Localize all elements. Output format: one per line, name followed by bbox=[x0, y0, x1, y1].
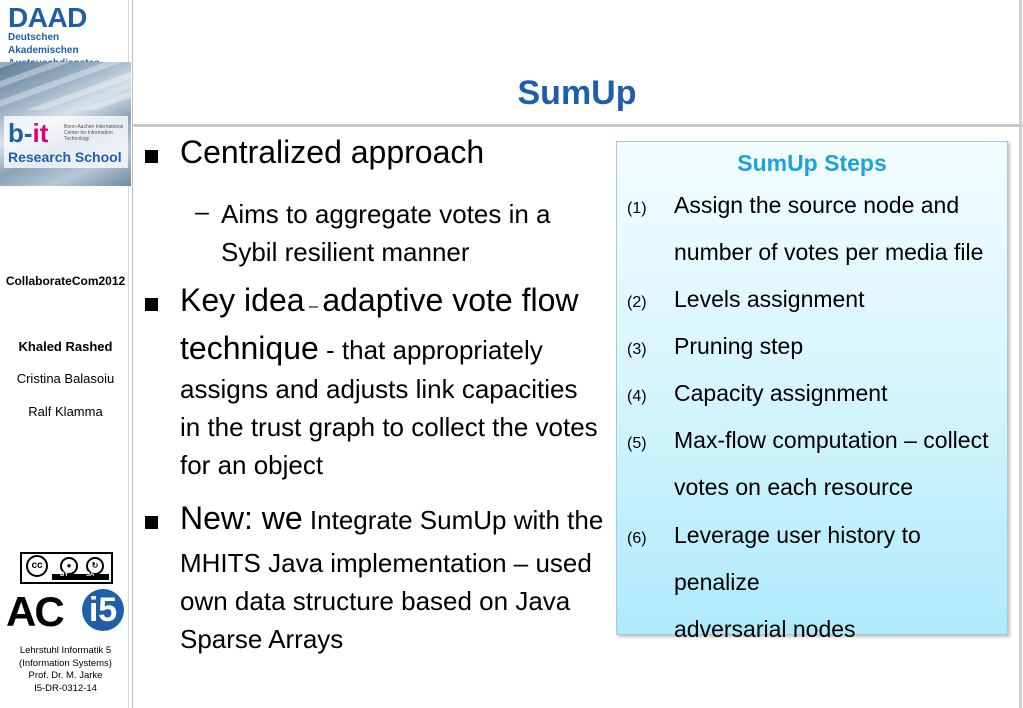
cc-by-label: BY bbox=[60, 572, 69, 578]
sub-bullet-dash-icon: – bbox=[195, 198, 209, 226]
cc-sa-icon: ↻ bbox=[86, 557, 104, 575]
slide-code: I5-DR-0312-14 bbox=[34, 682, 97, 694]
title-divider bbox=[132, 124, 1023, 127]
step-item: Capacity assignment bbox=[674, 380, 888, 406]
building-photo bbox=[0, 62, 131, 110]
bit-logo-accent: it bbox=[32, 118, 49, 148]
new-rest: Integrate SumUp with the bbox=[302, 505, 604, 535]
step-line: Max-flow computation – collect bbox=[674, 427, 989, 453]
step-line: adversarial nodes bbox=[674, 616, 856, 642]
bullet-square-icon bbox=[145, 150, 158, 163]
chair-line3: Prof. Dr. M. Jarke bbox=[28, 670, 103, 681]
i5-logo-icon: i5 bbox=[82, 589, 124, 631]
key-idea-dash: – bbox=[304, 298, 323, 315]
sub-bullet-line1: Aims to aggregate votes in a bbox=[221, 199, 551, 229]
cc-label-bar bbox=[52, 574, 109, 580]
key-idea-line4: in the trust graph to collect the votes bbox=[180, 412, 598, 442]
bit-logo-main: b- bbox=[8, 118, 33, 148]
acis-logo: AC bbox=[6, 588, 63, 635]
step-number: (6) bbox=[627, 530, 647, 547]
new-line4: Sparse Arrays bbox=[180, 624, 344, 654]
bit-research-school-banner bbox=[0, 62, 131, 186]
bullet-square-icon bbox=[145, 298, 158, 311]
new-line1 bbox=[180, 500, 610, 544]
key-idea-line5: for an object bbox=[180, 450, 324, 480]
chair-info bbox=[0, 645, 131, 695]
panel-title: SumUp Steps bbox=[737, 150, 887, 176]
sumup-steps-panel bbox=[616, 141, 1008, 642]
cc-badge-body bbox=[22, 554, 111, 582]
step-number: (5) bbox=[627, 435, 647, 452]
bullet-square-icon bbox=[145, 516, 158, 529]
step-number: (1) bbox=[627, 200, 647, 217]
author-ralf-klamma: Ralf Klamma bbox=[28, 404, 103, 419]
bullet-centralized: Centralized approach bbox=[180, 134, 485, 170]
conference-label: CollaborateCom2012 bbox=[5, 274, 126, 288]
sub-bullet-line2: Sybil resilient manner bbox=[221, 237, 470, 267]
sidebar bbox=[0, 0, 133, 708]
step-item bbox=[674, 417, 1004, 511]
key-idea-line1 bbox=[180, 282, 610, 330]
bit-logo-box bbox=[4, 116, 128, 168]
step-item: Pruning step bbox=[674, 333, 804, 359]
chair-line1: Lehrstuhl Informatik 5 bbox=[19, 645, 112, 656]
author-cristina-balasoiu: Cristina Balasoiu bbox=[16, 371, 115, 386]
bullet-key-idea bbox=[180, 282, 610, 484]
step-item: Levels assignment bbox=[674, 286, 865, 312]
research-school-label: Research School bbox=[8, 149, 122, 165]
key-idea-technique: technique bbox=[180, 330, 319, 366]
step-number: (4) bbox=[627, 388, 647, 405]
bit-logo-caption: Bonn-Aachen International Center for Information Technology bbox=[64, 124, 124, 142]
step-line: votes on each resource bbox=[674, 474, 914, 500]
new-line3: own data structure based on Java bbox=[180, 586, 571, 616]
step-number: (3) bbox=[627, 341, 647, 358]
daad-subtitle-line1: Deutschen Akademischen bbox=[8, 32, 79, 56]
step-line: Leverage user history to penalize bbox=[674, 522, 921, 595]
creative-commons-badge bbox=[20, 552, 113, 584]
sub-bullet-aims bbox=[221, 195, 601, 271]
bullet-new bbox=[180, 500, 610, 658]
new-lead: New: we bbox=[180, 500, 303, 536]
step-number: (2) bbox=[627, 294, 647, 311]
chair-line2: (Information Systems) bbox=[19, 657, 112, 669]
cc-logo-icon: cc bbox=[26, 555, 48, 577]
step-item bbox=[674, 182, 1004, 276]
bit-logo bbox=[8, 118, 48, 149]
step-line: Assign the source node and bbox=[674, 192, 960, 218]
cc-sa-label: SA bbox=[86, 572, 95, 578]
author-khaled-rashed: Khaled Rashed bbox=[18, 339, 113, 354]
key-idea-appropriately: - that appropriately bbox=[318, 335, 543, 365]
key-idea-line2 bbox=[180, 330, 610, 370]
step-item bbox=[674, 512, 1004, 653]
new-line2: MHITS Java implementation – used bbox=[180, 548, 592, 578]
cc-by-icon: ● bbox=[60, 557, 78, 575]
key-idea-lead: Key idea bbox=[180, 282, 305, 318]
key-idea-rest: adaptive vote flow bbox=[322, 282, 579, 318]
slide-title: SumUp bbox=[517, 74, 637, 112]
daad-logo: DAAD bbox=[8, 2, 87, 33]
step-line: number of votes per media file bbox=[674, 239, 984, 265]
key-idea-line3: assigns and adjusts link capacities bbox=[180, 374, 578, 404]
